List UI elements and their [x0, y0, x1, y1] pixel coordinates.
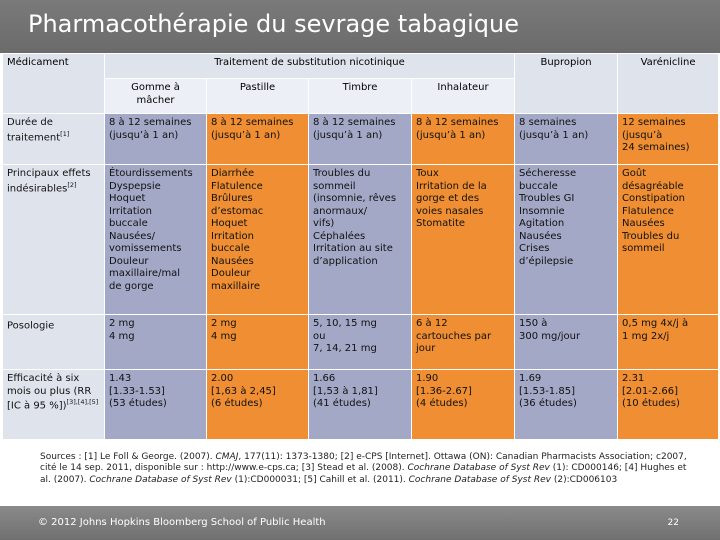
title-bar [0, 0, 720, 53]
header-medicament: Médicament [3, 54, 105, 114]
row-label-text: Durée de traitement [7, 117, 61, 143]
table-cell: Sécheresse buccale Troubles GI Insomnie Agitation Nausées Crises d’épilepsie [515, 165, 618, 315]
header-timbre: Timbre [309, 79, 412, 114]
page-title: Pharmacothérapie du sevrage tabagique [28, 10, 519, 38]
table-cell: 1.90 [1.36-2.67] (4 études) [412, 370, 515, 440]
table-cell: Étourdissements Dyspepsie Hoquet Irritation buccale Nausées/ vomissements Douleur maxillaire/mal de gorge [105, 165, 207, 315]
table-row-duree [3, 114, 719, 165]
sources-part: , 177(11): 1373-1380; [2] e-CPS [Internet]. Ottawa (ON): Canadian Pharmacists Association; c2007, cité le 14 sep. 2011, disponible sur : http://www.e-cps.ca; [3] Stead et al. (2008). [40, 452, 687, 474]
row-label-effets [3, 165, 105, 315]
row-label-posologie [3, 315, 105, 370]
table-cell: 2 mg 4 mg [207, 315, 309, 370]
sources-journal: Cochrane Database of Syst Rev [407, 463, 550, 474]
table-cell: Goût désagréable Constipation Flatulence Nausées Troubles du sommeil [618, 165, 719, 315]
sources-journal: Cochrane Database of Syst Rev [408, 474, 551, 485]
table-cell: 8 semaines (jusqu’à 1 an) [515, 114, 618, 165]
table-cell: 0,5 mg 4x/j à 1 mg 2x/j [618, 315, 719, 370]
row-label-text: Principaux effets indésirables [7, 168, 91, 194]
table-cell: Toux Irritation de la gorge et des voies nasales Stomatite [412, 165, 515, 315]
sources-part: Sources : [1] Le Foll & George. (2007). [40, 452, 216, 462]
table-cell: 12 semaines (jusqu’à 24 semaines) [618, 114, 719, 165]
sources-part: (1): CD000146; [4] Hughes et al. (2007). [40, 463, 687, 485]
footer-copyright: © 2012 Johns Hopkins Bloomberg School of Public Health [38, 517, 326, 528]
table-cell: 8 à 12 semaines (jusqu’à 1 an) [105, 114, 207, 165]
table-cell: 1.43 [1.33-1.53] (53 études) [105, 370, 207, 440]
page-number: 22 [667, 518, 679, 528]
table-row-posologie [3, 315, 719, 370]
pharmacotherapy-table [2, 53, 719, 440]
table-cell: 1.66 [1,53 à 1,81] (41 études) [309, 370, 412, 440]
sources-part: (1):CD000031; [5] Cahill et al. (2011). [231, 474, 409, 485]
table-row-effets [3, 165, 719, 315]
table-cell: Diarrhée Flatulence Brûlures d’estomac Hoquet Irritation buccale Nausées Douleur maxillaire [207, 165, 309, 315]
table-cell: 2.31 [2.01-2.66] (10 études) [618, 370, 719, 440]
table-cell: 8 à 12 semaines (jusqu’à 1 an) [412, 114, 515, 165]
table-cell: 150 à 300 mg/jour [515, 315, 618, 370]
table-cell: 1.69 [1.53-1.85] (36 études) [515, 370, 618, 440]
table-cell: 8 à 12 semaines (jusqu’à 1 an) [207, 114, 309, 165]
table-cell: 5, 10, 15 mg ou 7, 14, 21 mg [309, 315, 412, 370]
header-bupropion: Bupropion [515, 54, 618, 114]
footer-bar [0, 506, 720, 540]
row-label-duree [3, 114, 105, 165]
table-cell: 2 mg 4 mg [105, 315, 207, 370]
sources-part: (2):CD006103 [550, 474, 618, 485]
header-row-1 [3, 54, 719, 79]
sources-journal: Cochrane Database of Syst Rev [89, 474, 232, 485]
table-cell: Troubles du sommeil (insomnie, rêves anormaux/ vifs) Céphalées Irritation au site d’application [309, 165, 412, 315]
sources-journal: CMAJ [215, 452, 239, 462]
header-inhalateur: Inhalateur [412, 79, 515, 114]
table-cell: 6 à 12 cartouches par jour [412, 315, 515, 370]
sources-text [40, 452, 688, 486]
header-gomme: Gomme à mâcher [105, 79, 207, 114]
header-nrt-group: Traitement de substitution nicotinique [105, 54, 515, 79]
row-label-ref: [2] [67, 180, 77, 189]
header-varenicline: Varénicline [618, 54, 719, 114]
row-label-efficacite [3, 370, 105, 440]
table-cell: 2.00 [1,63 à 2,45] (6 études) [207, 370, 309, 440]
table-cell: 8 à 12 semaines (jusqu’à 1 an) [309, 114, 412, 165]
row-label-text: Efficacité à six mois ou plus (RR [IC à 95 %]) [7, 373, 92, 412]
row-label-ref: [3],[4],[5] [66, 398, 99, 406]
table-row-efficacite [3, 370, 719, 440]
row-label-ref: [1] [60, 129, 70, 138]
header-pastille: Pastille [207, 79, 309, 114]
row-label-text: Posologie [7, 320, 55, 332]
